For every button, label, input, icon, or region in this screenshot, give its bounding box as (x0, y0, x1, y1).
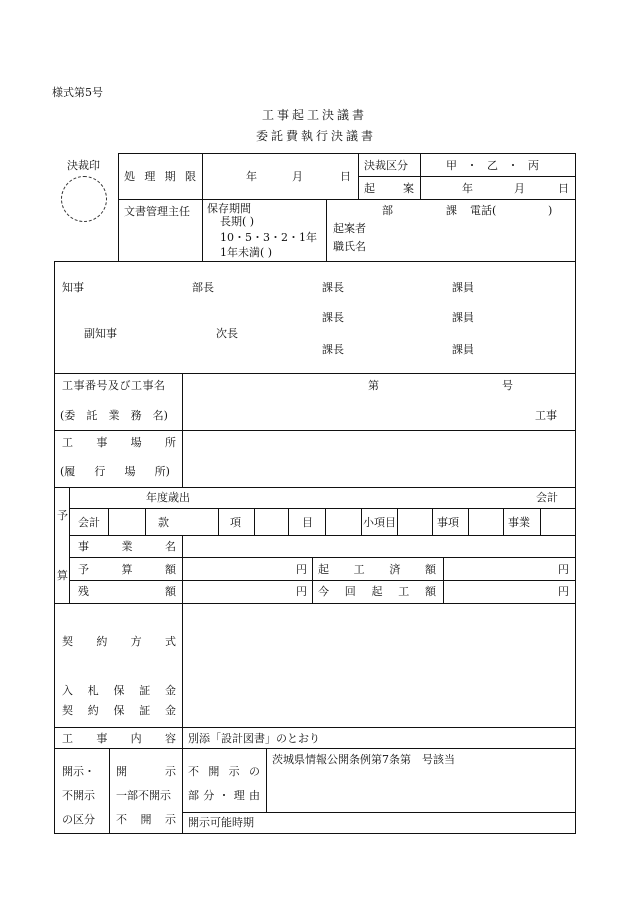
reason-label-1: 不 開 示 の (188, 765, 260, 778)
approval-chief-3: 課長 (322, 343, 344, 356)
content-label: 工 事 内 容 (62, 732, 176, 745)
budget-side-top: 予 (57, 509, 68, 522)
approval-vice-governor: 副知事 (84, 327, 117, 340)
drafting-label: 起 案 (364, 182, 414, 195)
disclosure-opt-partial: 一部不開示 (116, 789, 171, 802)
disclosure-opt-closed: 不 開 示 (116, 813, 176, 826)
retention-under1: 1年未満( ) (220, 246, 273, 259)
period-year: 年 (246, 170, 257, 183)
work-koji: 工事 (535, 409, 557, 422)
work-place-label: 工 事 場 所 (62, 436, 176, 449)
budget-yen-4: 円 (558, 585, 569, 598)
approval-governor: 知事 (62, 281, 84, 294)
started-amount-label: 起 工 済 額 (318, 563, 436, 576)
work-number-label: 工事番号及び工事名 (62, 379, 166, 392)
col-kou: 項 (230, 516, 241, 529)
contract-method-label: 契 約 方 式 (62, 635, 176, 648)
approval-chief-2: 課長 (322, 311, 344, 324)
title-construction: 工事起工決議書 (262, 108, 368, 122)
approval-staff-1: 課員 (452, 281, 474, 294)
draft-month: 月 (514, 182, 525, 195)
budget-yen-3: 円 (296, 585, 307, 598)
work-number-sublabel: (委 託 業 務 名) (60, 409, 168, 422)
draft-year: 年 (462, 182, 473, 195)
seal-circle (61, 176, 107, 222)
bid-security-label: 入 札 保 証 金 (62, 684, 176, 697)
account-label: 会計 (536, 491, 558, 504)
reason-label-2: 部 分 ・ 理 由 (188, 789, 260, 802)
decision-class-label: 決裁区分 (364, 159, 408, 172)
possible-time-label: 開示可能時期 (188, 816, 254, 829)
position-name-label: 職氏名 (333, 240, 366, 253)
work-dai: 第 (368, 379, 379, 392)
disclosure-opt-open: 開 示 (116, 765, 176, 778)
doc-manager-label: 文書管理主任 (124, 205, 190, 218)
form-number: 様式第5号 (52, 86, 103, 99)
col-kaikei: 会計 (78, 516, 100, 529)
approval-deputy: 次長 (216, 327, 238, 340)
project-name-label: 事 業 名 (78, 540, 176, 553)
approval-staff-3: 課員 (452, 343, 474, 356)
approval-dept-head: 部長 (192, 281, 214, 294)
budget-amount-label: 予 算 額 (78, 563, 176, 576)
col-jikou: 事項 (437, 516, 459, 529)
col-kan: 款 (158, 516, 169, 529)
retention-years: 10・5・3・2・1年 (220, 231, 317, 244)
period-day: 日 (340, 170, 351, 183)
disclosure-label-1: 開示・ (62, 765, 95, 778)
disclosure-label-2: 不開示 (62, 789, 95, 802)
drafter-label: 起案者 (333, 222, 366, 235)
fiscal-year-label: 年度歳出 (146, 491, 190, 504)
approval-staff-2: 課員 (452, 311, 474, 324)
reason-text: 茨城県情報公開条例第7条第 号該当 (272, 753, 455, 766)
period-month: 月 (292, 170, 303, 183)
work-place-sublabel: (履 行 場 所) (60, 465, 170, 478)
processing-period-label: 処 理 期 限 (124, 170, 196, 183)
content-value: 別添「設計図書」のとおり (188, 732, 320, 745)
budget-yen-1: 円 (296, 563, 307, 576)
dept-label: 部 (382, 204, 393, 217)
phone-label: 電話( (470, 204, 497, 217)
budget-side-bottom: 算 (57, 569, 68, 582)
disclosure-label-3: の区分 (62, 813, 95, 826)
seal-label: 決裁印 (67, 159, 100, 172)
retention-long: 長期( ) (220, 215, 255, 228)
balance-label: 残 額 (78, 585, 176, 598)
section-label: 課 (446, 204, 457, 217)
decision-options: 甲 ・ 乙 ・ 丙 (446, 159, 542, 172)
contract-security-label: 契 約 保 証 金 (62, 704, 176, 717)
this-time-label: 今 回 起 工 額 (318, 585, 436, 598)
retention-label: 保存期間 (207, 202, 251, 215)
budget-yen-2: 円 (558, 563, 569, 576)
approval-chief-1: 課長 (322, 281, 344, 294)
work-go: 号 (502, 379, 513, 392)
phone-close: ) (548, 204, 553, 217)
col-shoukoumoku: 小項目 (363, 516, 396, 529)
title-consignment: 委託費執行決議書 (256, 129, 377, 143)
col-moku: 目 (302, 516, 313, 529)
draft-day: 日 (558, 182, 569, 195)
col-jigyou: 事業 (508, 516, 530, 529)
